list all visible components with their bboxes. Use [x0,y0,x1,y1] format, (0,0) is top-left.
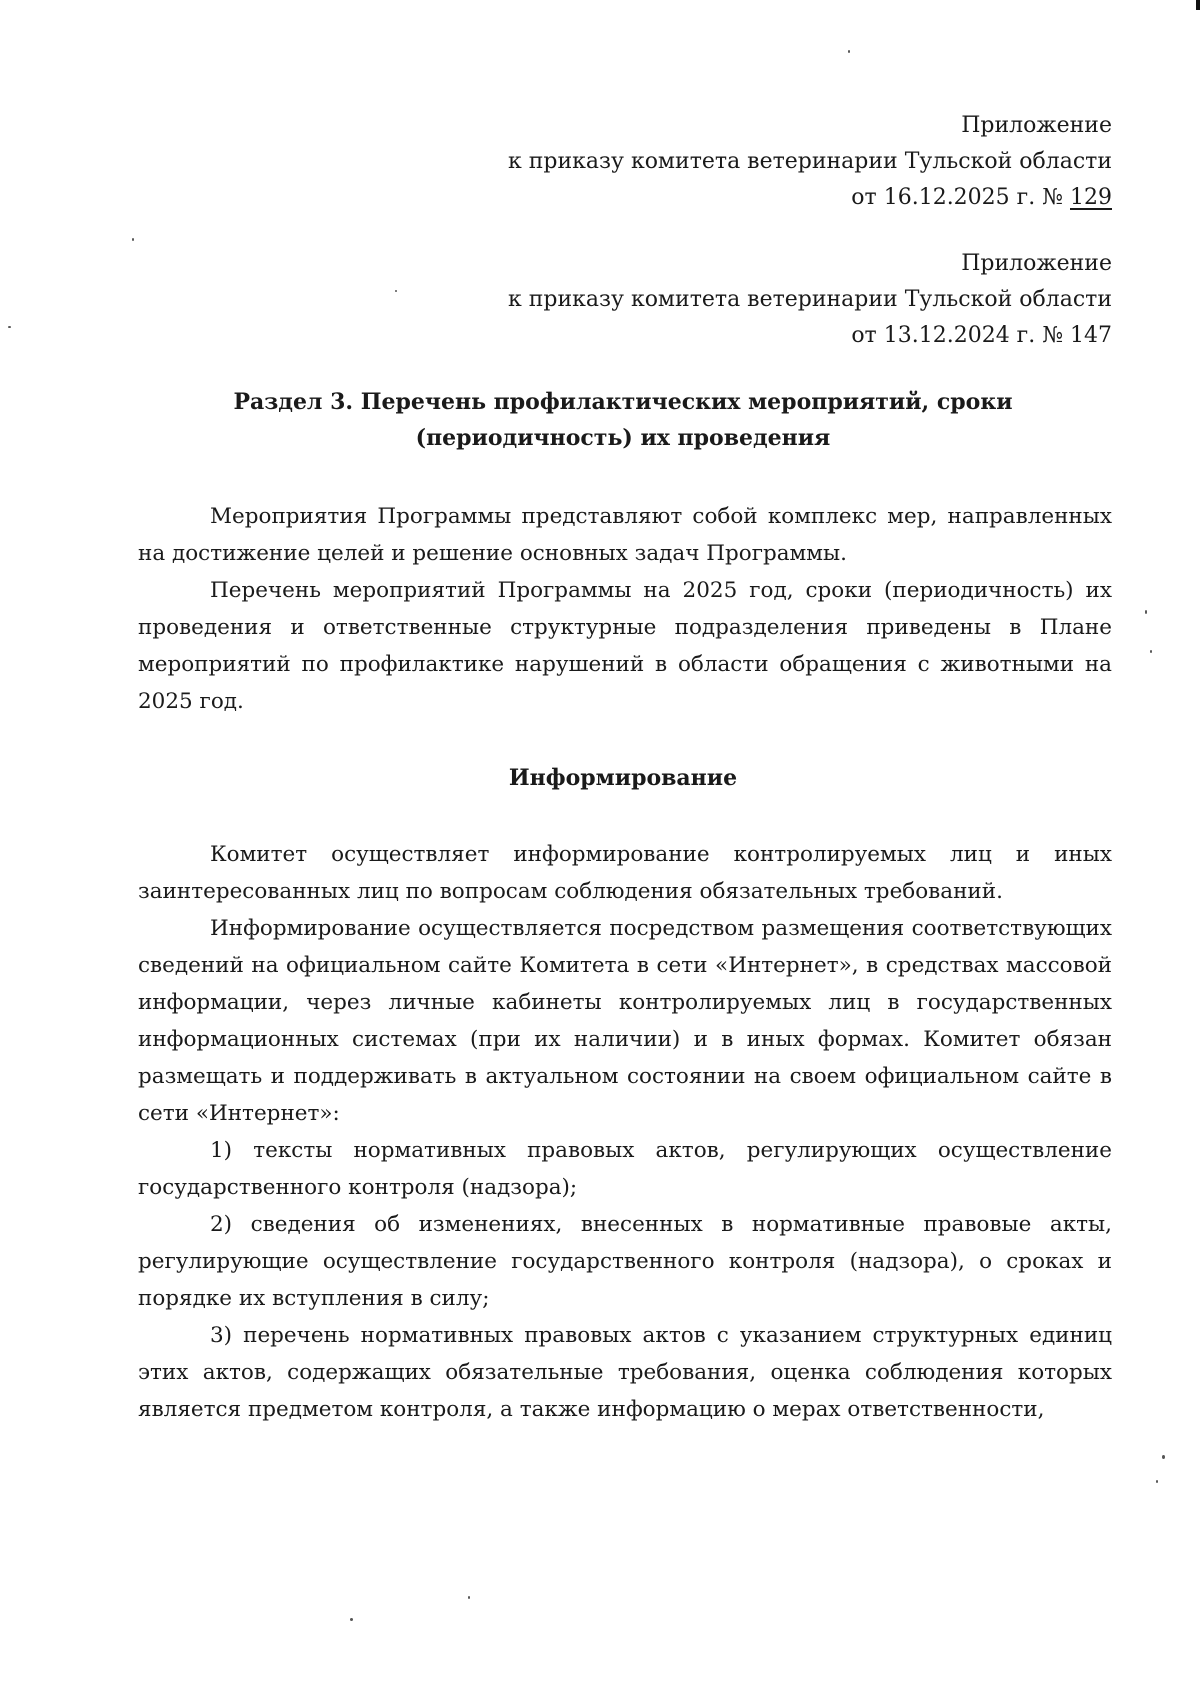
informing-text [138,836,1112,1428]
annex-label: Приложение [961,251,1112,276]
scan-speck [1156,1480,1158,1483]
scan-speck [350,1618,353,1621]
annex-order-date: от 16.12.2025 г. № [851,185,1070,210]
annex-header-current [508,108,1112,216]
scan-speck [848,50,850,53]
informing-heading [128,760,1118,796]
scan-speck [1145,610,1147,614]
annex-order-reference: к приказу комитета ветеринарии Тульской области [507,287,1112,312]
annex-order-reference: к приказу комитета ветеринарии Тульской области [507,149,1112,174]
paragraph: Мероприятия Программы представляют собой комплекс мер, направленных на достижение целей и решение основных задач Программы. [138,504,1112,566]
annex-header-previous [508,246,1112,354]
annex-order-date-line [508,180,1112,216]
annex-label: Приложение [961,113,1112,138]
paragraph: Информирование осуществляется посредством размещения соответствующих сведений на официальном сайте Комитета в сети «Интернет», в средствах массовой информации, через личные кабинеты контролируемых лиц в государственных информационных системах (при их наличии) и в иных формах. Комитет обязан размещать и поддерживать в актуальном состоянии на своем официальном сайте в сети «Интернет»: [138,916,1112,1126]
scan-speck [8,326,11,328]
scan-speck [1162,1455,1165,1459]
annex-order-date-line: от 13.12.2024 г. № 147 [851,323,1112,348]
annex-order-number: 129 [1070,185,1112,210]
intro-text [138,498,1112,720]
paragraph: Комитет осуществляет информирование контролируемых лиц и иных заинтересованных лиц по вопросам соблюдения обязательных требований. [138,842,1112,904]
list-item: 2) сведения об изменениях, внесенных в нормативные правовые акты, регулирующие осуществление государственного контроля (надзора), о сроках и порядке их вступления в силу; [138,1212,1112,1311]
list-item: 3) перечень нормативных правовых актов с указанием структурных единиц этих актов, содержащих обязательные требования, оценка соблюдения которых является предметом контроля, а также информацию о мерах ответственности, [138,1323,1112,1422]
paragraph: Перечень мероприятий Программы на 2025 год, сроки (периодичность) их проведения и ответственные структурные подразделения приведены в Плане мероприятий по профилактике нарушений в области обращения с животными на 2025 год. [138,578,1112,714]
section-title-line: Раздел 3. Перечень профилактических мероприятий, сроки [233,389,1013,415]
scan-speck [132,238,134,241]
scan-speck [468,1596,470,1599]
list-item: 1) тексты нормативных правовых актов, регулирующих осуществление государственного контроля (надзора); [138,1138,1112,1200]
scan-speck [1150,650,1152,653]
section-title-line: (периодичность) их проведения [415,425,831,451]
scan-speck [395,290,397,292]
section-title [128,384,1118,456]
informing-heading-text: Информирование [508,765,738,791]
scan-mark [1196,0,1200,10]
